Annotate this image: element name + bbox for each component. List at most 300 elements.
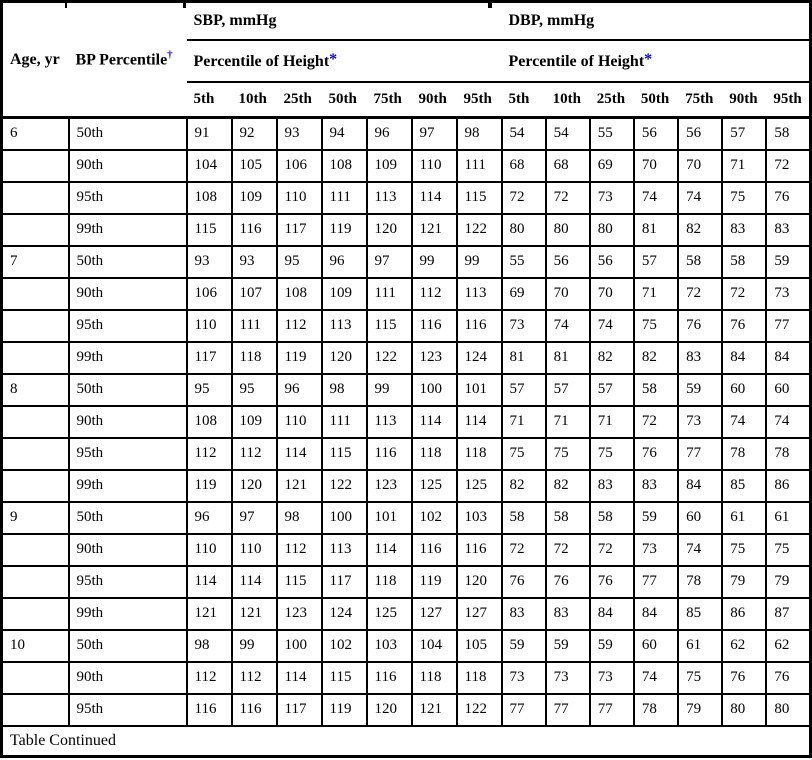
sbp-value-cell: 113 xyxy=(457,278,502,310)
dbp-value-cell: 71 xyxy=(502,406,546,438)
age-cell xyxy=(2,182,69,214)
sbp-value-cell: 109 xyxy=(322,278,367,310)
dbp-value-cell: 69 xyxy=(590,150,634,182)
dbp-value-cell: 72 xyxy=(502,182,546,214)
height-percentile-label: Percentile of Height xyxy=(508,52,645,70)
sbp-value-cell: 112 xyxy=(412,278,457,310)
dbp-value-cell: 72 xyxy=(502,534,546,566)
sbp-value-cell: 122 xyxy=(367,342,412,374)
bp-percentile-cell: 90th xyxy=(69,534,187,566)
table-row xyxy=(2,470,811,502)
dbp-value-cell: 70 xyxy=(546,278,590,310)
sbp-value-cell: 112 xyxy=(277,534,322,566)
table-row xyxy=(2,502,811,534)
age-cell xyxy=(2,662,69,694)
dbp-value-cell: 59 xyxy=(590,630,634,662)
sbp-value-cell: 109 xyxy=(367,150,412,182)
dbp-value-cell: 75 xyxy=(634,310,678,342)
dbp-value-cell: 58 xyxy=(678,246,722,278)
dbp-value-cell: 68 xyxy=(502,150,546,182)
sbp-value-cell: 123 xyxy=(277,598,322,630)
dbp-value-cell: 81 xyxy=(502,342,546,374)
sbp-value-cell: 95 xyxy=(277,246,322,278)
dbp-value-cell: 71 xyxy=(590,406,634,438)
sbp-value-cell: 108 xyxy=(187,182,232,214)
dbp-value-cell: 55 xyxy=(502,246,546,278)
dbp-value-cell: 83 xyxy=(766,214,810,246)
dbp-value-cell: 74 xyxy=(722,406,766,438)
sbp-value-cell: 93 xyxy=(187,246,232,278)
dbp-value-cell: 79 xyxy=(722,566,766,598)
table-row xyxy=(2,342,811,374)
sbp-value-cell: 113 xyxy=(367,182,412,214)
table-row xyxy=(2,694,811,726)
sbp-value-cell: 112 xyxy=(277,310,322,342)
sbp-value-cell: 114 xyxy=(232,566,277,598)
sbp-value-cell: 106 xyxy=(277,150,322,182)
sbp-value-cell: 114 xyxy=(277,438,322,470)
sbp-value-cell: 115 xyxy=(322,438,367,470)
dbp-value-cell: 55 xyxy=(590,118,634,150)
bp-percentile-cell: 50th xyxy=(69,246,187,278)
dbp-value-cell: 75 xyxy=(678,662,722,694)
height-percentile-header: 5th xyxy=(502,82,546,118)
age-cell xyxy=(2,598,69,630)
bp-percentile-cell: 50th xyxy=(69,630,187,662)
dbp-value-cell: 84 xyxy=(766,342,810,374)
sbp-value-cell: 107 xyxy=(232,278,277,310)
dbp-value-cell: 80 xyxy=(766,694,810,726)
sbp-value-cell: 109 xyxy=(232,182,277,214)
dbp-value-cell: 80 xyxy=(722,694,766,726)
sbp-value-cell: 118 xyxy=(367,566,412,598)
sbp-value-cell: 119 xyxy=(322,214,367,246)
table-row xyxy=(2,246,811,278)
dbp-value-cell: 83 xyxy=(502,598,546,630)
dbp-value-cell: 59 xyxy=(546,630,590,662)
height-percentile-header: 10th xyxy=(546,82,590,118)
sbp-value-cell: 91 xyxy=(187,118,232,150)
dbp-value-cell: 70 xyxy=(678,150,722,182)
dbp-value-cell: 87 xyxy=(766,598,810,630)
sbp-value-cell: 117 xyxy=(187,342,232,374)
sbp-value-cell: 93 xyxy=(277,118,322,150)
sbp-value-cell: 120 xyxy=(457,566,502,598)
age-cell xyxy=(2,534,69,566)
bp-percentile-cell: 50th xyxy=(69,374,187,406)
height-percentile-header: 95th xyxy=(457,82,502,118)
dbp-value-cell: 74 xyxy=(678,182,722,214)
bp-percentile-cell: 90th xyxy=(69,662,187,694)
dbp-value-cell: 76 xyxy=(722,310,766,342)
dbp-value-cell: 72 xyxy=(722,278,766,310)
dbp-value-cell: 58 xyxy=(766,118,810,150)
dbp-value-cell: 83 xyxy=(634,470,678,502)
dbp-value-cell: 74 xyxy=(678,534,722,566)
sbp-value-cell: 116 xyxy=(367,662,412,694)
dbp-value-cell: 82 xyxy=(502,470,546,502)
table-row xyxy=(2,406,811,438)
dbp-value-cell: 73 xyxy=(590,182,634,214)
dbp-value-cell: 70 xyxy=(590,278,634,310)
age-cell xyxy=(2,214,69,246)
sbp-value-cell: 120 xyxy=(322,342,367,374)
sbp-value-cell: 112 xyxy=(187,438,232,470)
dbp-value-cell: 73 xyxy=(502,662,546,694)
table-footer-row xyxy=(2,726,811,757)
dbp-value-cell: 83 xyxy=(546,598,590,630)
sbp-value-cell: 115 xyxy=(367,310,412,342)
sbp-value-cell: 99 xyxy=(232,630,277,662)
dbp-value-cell: 76 xyxy=(722,662,766,694)
sbp-value-cell: 104 xyxy=(412,630,457,662)
asterisk-footnote-marker: * xyxy=(644,50,653,68)
bp-percentile-cell: 95th xyxy=(69,310,187,342)
sbp-value-cell: 108 xyxy=(322,150,367,182)
top-border-tick xyxy=(183,0,186,8)
sbp-value-cell: 111 xyxy=(322,182,367,214)
dbp-value-cell: 54 xyxy=(546,118,590,150)
dbp-value-cell: 78 xyxy=(634,694,678,726)
sbp-value-cell: 121 xyxy=(412,214,457,246)
sbp-value-cell: 115 xyxy=(457,182,502,214)
sbp-value-cell: 95 xyxy=(232,374,277,406)
sbp-value-cell: 116 xyxy=(232,694,277,726)
dbp-value-cell: 58 xyxy=(502,502,546,534)
sbp-value-cell: 108 xyxy=(277,278,322,310)
table-row xyxy=(2,566,811,598)
sbp-value-cell: 114 xyxy=(412,406,457,438)
dbp-value-cell: 84 xyxy=(678,470,722,502)
dbp-value-cell: 73 xyxy=(766,278,810,310)
age-cell xyxy=(2,470,69,502)
col-header-bp-percentile xyxy=(69,2,187,118)
dbp-value-cell: 72 xyxy=(766,150,810,182)
dbp-value-cell: 73 xyxy=(634,534,678,566)
sbp-value-cell: 127 xyxy=(457,598,502,630)
header-row-sections xyxy=(2,2,811,40)
dbp-value-cell: 79 xyxy=(766,566,810,598)
table-row xyxy=(2,630,811,662)
dbp-value-cell: 77 xyxy=(766,310,810,342)
sbp-value-cell: 117 xyxy=(322,566,367,598)
dbp-value-cell: 84 xyxy=(634,598,678,630)
dbp-value-cell: 74 xyxy=(546,310,590,342)
dbp-value-cell: 71 xyxy=(546,406,590,438)
dbp-value-cell: 84 xyxy=(590,598,634,630)
sbp-value-cell: 101 xyxy=(367,502,412,534)
sbp-value-cell: 122 xyxy=(457,214,502,246)
dbp-value-cell: 57 xyxy=(546,374,590,406)
sbp-value-cell: 127 xyxy=(412,598,457,630)
sbp-value-cell: 118 xyxy=(412,438,457,470)
dbp-value-cell: 78 xyxy=(766,438,810,470)
top-border-tick xyxy=(488,0,492,8)
sbp-value-cell: 92 xyxy=(232,118,277,150)
height-percentile-header: 90th xyxy=(412,82,457,118)
sbp-value-cell: 116 xyxy=(367,438,412,470)
sbp-value-cell: 113 xyxy=(367,406,412,438)
sbp-value-cell: 100 xyxy=(277,630,322,662)
age-cell xyxy=(2,342,69,374)
dbp-value-cell: 77 xyxy=(678,438,722,470)
age-cell: 7 xyxy=(2,246,69,278)
dbp-value-cell: 56 xyxy=(546,246,590,278)
dbp-value-cell: 75 xyxy=(590,438,634,470)
sbp-value-cell: 112 xyxy=(187,662,232,694)
col-header-sbp-height-percentile xyxy=(187,40,502,82)
col-header-dbp: DBP, mmHg xyxy=(502,2,811,40)
dbp-value-cell: 75 xyxy=(546,438,590,470)
dbp-value-cell: 82 xyxy=(546,470,590,502)
dbp-value-cell: 58 xyxy=(634,374,678,406)
sbp-value-cell: 116 xyxy=(187,694,232,726)
bp-percentile-cell: 95th xyxy=(69,182,187,214)
sbp-value-cell: 117 xyxy=(277,694,322,726)
dbp-value-cell: 76 xyxy=(590,566,634,598)
sbp-value-cell: 116 xyxy=(412,310,457,342)
dbp-value-cell: 82 xyxy=(634,342,678,374)
sbp-value-cell: 114 xyxy=(412,182,457,214)
height-percentile-header: 50th xyxy=(634,82,678,118)
dbp-value-cell: 81 xyxy=(634,214,678,246)
sbp-value-cell: 121 xyxy=(232,598,277,630)
sbp-value-cell: 122 xyxy=(322,470,367,502)
sbp-value-cell: 96 xyxy=(367,118,412,150)
dbp-value-cell: 71 xyxy=(722,150,766,182)
dbp-value-cell: 85 xyxy=(722,470,766,502)
dbp-value-cell: 76 xyxy=(546,566,590,598)
sbp-value-cell: 119 xyxy=(277,342,322,374)
height-percentile-header: 5th xyxy=(187,82,232,118)
sbp-value-cell: 97 xyxy=(412,118,457,150)
dbp-value-cell: 77 xyxy=(546,694,590,726)
sbp-value-cell: 96 xyxy=(277,374,322,406)
dbp-value-cell: 54 xyxy=(502,118,546,150)
age-cell: 6 xyxy=(2,118,69,150)
sbp-value-cell: 98 xyxy=(457,118,502,150)
dbp-value-cell: 56 xyxy=(590,246,634,278)
dbp-value-cell: 82 xyxy=(678,214,722,246)
dbp-value-cell: 59 xyxy=(634,502,678,534)
sbp-value-cell: 121 xyxy=(277,470,322,502)
sbp-value-cell: 98 xyxy=(187,630,232,662)
dbp-value-cell: 78 xyxy=(722,438,766,470)
dbp-value-cell: 72 xyxy=(678,278,722,310)
sbp-value-cell: 114 xyxy=(187,566,232,598)
sbp-value-cell: 116 xyxy=(232,214,277,246)
table-row xyxy=(2,438,811,470)
dbp-value-cell: 73 xyxy=(678,406,722,438)
sbp-value-cell: 99 xyxy=(457,246,502,278)
table-row xyxy=(2,118,811,150)
dbp-value-cell: 60 xyxy=(722,374,766,406)
sbp-value-cell: 124 xyxy=(322,598,367,630)
dbp-value-cell: 83 xyxy=(678,342,722,374)
dbp-value-cell: 72 xyxy=(546,182,590,214)
sbp-value-cell: 123 xyxy=(412,342,457,374)
dbp-value-cell: 60 xyxy=(634,630,678,662)
sbp-value-cell: 96 xyxy=(187,502,232,534)
sbp-value-cell: 119 xyxy=(322,694,367,726)
col-header-age: Age, yr xyxy=(2,2,69,118)
table-row xyxy=(2,374,811,406)
bp-percentile-cell: 95th xyxy=(69,438,187,470)
col-header-sbp: SBP, mmHg xyxy=(187,2,502,40)
dbp-value-cell: 62 xyxy=(722,630,766,662)
dbp-value-cell: 69 xyxy=(502,278,546,310)
dbp-value-cell: 73 xyxy=(546,662,590,694)
sbp-value-cell: 93 xyxy=(232,246,277,278)
dbp-value-cell: 82 xyxy=(590,342,634,374)
sbp-value-cell: 98 xyxy=(322,374,367,406)
sbp-value-cell: 112 xyxy=(232,438,277,470)
bp-percentile-cell: 90th xyxy=(69,150,187,182)
dbp-value-cell: 86 xyxy=(766,470,810,502)
bp-percentile-cell: 50th xyxy=(69,502,187,534)
dbp-value-cell: 75 xyxy=(722,182,766,214)
sbp-value-cell: 120 xyxy=(367,214,412,246)
dbp-value-cell: 60 xyxy=(678,502,722,534)
dbp-value-cell: 71 xyxy=(634,278,678,310)
sbp-value-cell: 115 xyxy=(187,214,232,246)
dbp-value-cell: 75 xyxy=(766,534,810,566)
dbp-value-cell: 72 xyxy=(634,406,678,438)
dbp-value-cell: 72 xyxy=(546,534,590,566)
sbp-value-cell: 120 xyxy=(367,694,412,726)
bp-percentile-cell: 90th xyxy=(69,278,187,310)
bp-percentile-cell: 50th xyxy=(69,118,187,150)
table-row xyxy=(2,310,811,342)
dbp-value-cell: 77 xyxy=(634,566,678,598)
sbp-value-cell: 119 xyxy=(187,470,232,502)
height-percentile-header: 25th xyxy=(277,82,322,118)
dbp-value-cell: 74 xyxy=(766,406,810,438)
sbp-value-cell: 103 xyxy=(367,630,412,662)
sbp-value-cell: 114 xyxy=(457,406,502,438)
sbp-value-cell: 97 xyxy=(232,502,277,534)
sbp-value-cell: 120 xyxy=(232,470,277,502)
sbp-value-cell: 109 xyxy=(232,406,277,438)
height-percentile-header: 90th xyxy=(722,82,766,118)
col-header-dbp-height-percentile xyxy=(502,40,811,82)
bp-percentile-cell: 99th xyxy=(69,470,187,502)
sbp-value-cell: 111 xyxy=(367,278,412,310)
sbp-value-cell: 100 xyxy=(322,502,367,534)
height-percentile-header: 95th xyxy=(766,82,810,118)
sbp-value-cell: 125 xyxy=(367,598,412,630)
sbp-value-cell: 118 xyxy=(412,662,457,694)
bp-percentile-cell: 95th xyxy=(69,566,187,598)
age-cell: 9 xyxy=(2,502,69,534)
dbp-value-cell: 81 xyxy=(546,342,590,374)
dbp-value-cell: 73 xyxy=(590,662,634,694)
sbp-value-cell: 110 xyxy=(277,182,322,214)
sbp-value-cell: 105 xyxy=(232,150,277,182)
table-row xyxy=(2,214,811,246)
height-percentile-header: 10th xyxy=(232,82,277,118)
sbp-value-cell: 99 xyxy=(412,246,457,278)
dbp-value-cell: 59 xyxy=(678,374,722,406)
sbp-value-cell: 111 xyxy=(322,406,367,438)
sbp-value-cell: 119 xyxy=(412,566,457,598)
dbp-value-cell: 74 xyxy=(634,182,678,214)
dbp-value-cell: 73 xyxy=(502,310,546,342)
sbp-value-cell: 113 xyxy=(322,310,367,342)
sbp-value-cell: 110 xyxy=(232,534,277,566)
top-border-tick xyxy=(65,0,67,8)
sbp-value-cell: 96 xyxy=(322,246,367,278)
sbp-value-cell: 108 xyxy=(187,406,232,438)
sbp-value-cell: 125 xyxy=(457,470,502,502)
sbp-value-cell: 97 xyxy=(367,246,412,278)
dbp-value-cell: 57 xyxy=(502,374,546,406)
dbp-value-cell: 86 xyxy=(722,598,766,630)
table-row xyxy=(2,182,811,214)
dbp-value-cell: 83 xyxy=(590,470,634,502)
dbp-value-cell: 72 xyxy=(590,534,634,566)
dbp-value-cell: 79 xyxy=(678,694,722,726)
dbp-value-cell: 58 xyxy=(722,246,766,278)
sbp-value-cell: 110 xyxy=(187,310,232,342)
sbp-value-cell: 115 xyxy=(322,662,367,694)
dbp-value-cell: 76 xyxy=(634,438,678,470)
dbp-value-cell: 83 xyxy=(722,214,766,246)
sbp-value-cell: 111 xyxy=(232,310,277,342)
dbp-value-cell: 56 xyxy=(634,118,678,150)
dbp-value-cell: 77 xyxy=(502,694,546,726)
sbp-value-cell: 102 xyxy=(412,502,457,534)
dbp-value-cell: 85 xyxy=(678,598,722,630)
dbp-value-cell: 84 xyxy=(722,342,766,374)
age-cell xyxy=(2,406,69,438)
height-percentile-header: 75th xyxy=(367,82,412,118)
dbp-value-cell: 75 xyxy=(722,534,766,566)
age-cell: 10 xyxy=(2,630,69,662)
age-cell xyxy=(2,694,69,726)
age-cell xyxy=(2,438,69,470)
sbp-value-cell: 116 xyxy=(412,534,457,566)
dbp-value-cell: 61 xyxy=(678,630,722,662)
sbp-value-cell: 95 xyxy=(187,374,232,406)
height-percentile-header: 50th xyxy=(322,82,367,118)
sbp-value-cell: 124 xyxy=(457,342,502,374)
sbp-value-cell: 106 xyxy=(187,278,232,310)
dbp-value-cell: 80 xyxy=(590,214,634,246)
height-percentile-label: Percentile of Height xyxy=(193,52,330,70)
asterisk-footnote-marker: * xyxy=(329,50,338,68)
sbp-value-cell: 114 xyxy=(277,662,322,694)
dbp-value-cell: 76 xyxy=(678,310,722,342)
table-row xyxy=(2,662,811,694)
sbp-value-cell: 122 xyxy=(457,694,502,726)
bp-percentile-cell: 99th xyxy=(69,598,187,630)
dbp-value-cell: 61 xyxy=(766,502,810,534)
sbp-value-cell: 113 xyxy=(322,534,367,566)
dbp-value-cell: 57 xyxy=(634,246,678,278)
sbp-value-cell: 121 xyxy=(412,694,457,726)
dbp-value-cell: 74 xyxy=(590,310,634,342)
dbp-value-cell: 59 xyxy=(502,630,546,662)
bp-percentile-cell: 99th xyxy=(69,214,187,246)
age-cell xyxy=(2,566,69,598)
dbp-value-cell: 59 xyxy=(766,246,810,278)
sbp-value-cell: 121 xyxy=(187,598,232,630)
table-row xyxy=(2,534,811,566)
dbp-value-cell: 57 xyxy=(722,118,766,150)
dbp-value-cell: 62 xyxy=(766,630,810,662)
dbp-value-cell: 58 xyxy=(590,502,634,534)
